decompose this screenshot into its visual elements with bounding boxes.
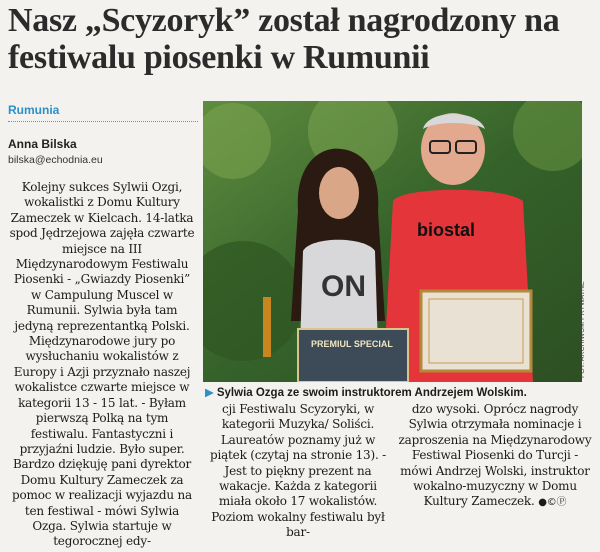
caption-arrow-icon: ▶ — [205, 387, 214, 399]
caption-text: Sylwia Ozga ze swoim instruktorem Andrzejem Wolskim. — [216, 387, 527, 399]
article-photo — [203, 101, 582, 382]
article-column-2: cji Festiwalu Scyzoryki, w kategorii Muzyka/ Soliści. Laureatów poznamy już w piątek (czytaj na stronie 13). - Jest to piękny prezent na wakacje. Każda z kategorii miała około 17 wokalistów. Poziom wokalny festiwalu był bar- — [209, 402, 387, 540]
column-3-text: dzo wysoki. Oprócz nagrody Sylwia otrzymała nominacje i zaproszenia na Międzynarodowy Festiwal Piosenki do Turcji - mówi Andrzej Wolski, instruktor wokalno-muzyczny w Domu Kultury Zameczek. — [398, 402, 592, 509]
section-divider — [8, 121, 198, 122]
photo-illustration — [203, 101, 582, 382]
photo-credit: FOT. ARCHIWUM PRYWATNE — [579, 281, 586, 378]
photo-caption — [205, 385, 585, 399]
author-name: Anna Bilska — [8, 137, 77, 151]
end-mark: ●©Ⓟ — [538, 497, 567, 509]
section-label: Rumunia — [8, 103, 60, 117]
author-email: bilska@echodnia.eu — [8, 154, 103, 166]
shirt-print: biostal — [417, 220, 476, 240]
headline: Nasz „Scyzoryk” został nagrodzony na festiwalu piosenki w Rumunii — [8, 2, 560, 76]
diploma-print: PREMIUL SPECIAL — [311, 339, 393, 349]
article-column-3 — [398, 402, 592, 511]
article-column-1: Kolejny sukces Sylwii Ozgi, wokalistki z Domu Kultury Zameczek w Kielcach. 14-latka spod Jędrzejowa zajęła czwarte miejsce na III Międzynarodowym Festiwalu Piosenki - „Gwiazdy Piosenki” w Campulung Muscel w Rumunii. Sylwia była tam jedyną reprezentantką Polski. Międzynarodowe jury po wysłuchaniu wokalistów z Europy i Azji przyznało naszej wokalistce czwarte miejsce w kategorii 13 - 15 lat. - Byłam pierwszą Polką na tym festiwalu. Fantastyczni i przyjaźni ludzie. Było super. Bardzo dziękuję pani dyrektor Domu Kultury Zameczek za pomoc w realizacji wyjazdu na ten festiwal - mówi Sylwia Ozga. Sylwia startuje w tegorocznej edy- — [9, 180, 195, 549]
svg-text:ON: ON — [321, 270, 366, 303]
